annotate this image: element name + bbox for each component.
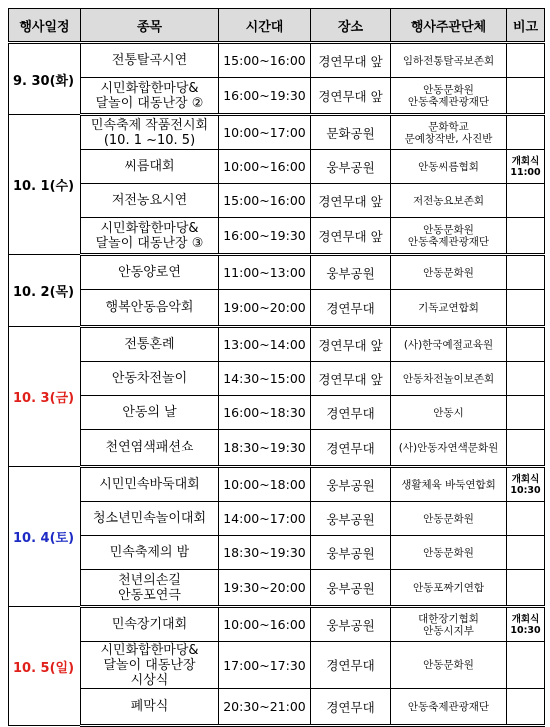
organizer-cell: 대한장기협회 안동시지부	[391, 607, 507, 642]
note-cell	[507, 689, 545, 726]
note-cell	[507, 327, 545, 362]
place-cell: 경연무대 앞	[311, 184, 391, 218]
event-cell: 민속축제의 밤	[81, 536, 219, 570]
time-cell: 18:30~19:30	[219, 430, 311, 467]
time-cell: 14:30~15:00	[219, 362, 311, 396]
place-cell: 웅부공원	[311, 570, 391, 607]
note-cell	[507, 362, 545, 396]
header-event: 종목	[81, 9, 219, 43]
place-cell: 경연무대	[311, 290, 391, 327]
organizer-cell: 안동문화원 안동축제관광재단	[391, 218, 507, 255]
schedule-row	[9, 607, 545, 642]
event-cell: 안동양로연	[81, 255, 219, 290]
schedule-row	[9, 327, 545, 362]
place-cell: 경연무대 앞	[311, 327, 391, 362]
note-cell	[507, 570, 545, 607]
schedule-row	[9, 218, 545, 255]
schedule-row	[9, 255, 545, 290]
schedule-row	[9, 536, 545, 570]
place-cell: 경연무대 앞	[311, 43, 391, 78]
schedule-body	[9, 43, 545, 726]
schedule-row	[9, 430, 545, 467]
organizer-cell: 안동문화원	[391, 642, 507, 689]
schedule-row	[9, 43, 545, 78]
event-cell: 시민화합한마당& 달놀이 대동난장 ③	[81, 218, 219, 255]
organizer-cell: 안동포짜기연합	[391, 570, 507, 607]
note-cell: 개회식 10:30	[507, 607, 545, 642]
organizer-cell: 안동문화원 안동축제관광재단	[391, 78, 507, 115]
place-cell: 경연무대 앞	[311, 78, 391, 115]
event-cell: 안동의 날	[81, 396, 219, 430]
event-cell: 안동차전놀이	[81, 362, 219, 396]
time-cell: 17:00~17:30	[219, 642, 311, 689]
organizer-cell: 안동축제관광재단	[391, 689, 507, 726]
schedule-row	[9, 184, 545, 218]
note-cell	[507, 218, 545, 255]
place-cell: 웅부공원	[311, 607, 391, 642]
schedule-row	[9, 290, 545, 327]
schedule-row	[9, 362, 545, 396]
schedule-row	[9, 502, 545, 536]
schedule-row	[9, 570, 545, 607]
organizer-cell: 안동문화원	[391, 502, 507, 536]
organizer-cell: 문화학교 문예창작반, 사진반	[391, 115, 507, 150]
time-cell: 15:00~16:00	[219, 43, 311, 78]
place-cell: 문화공원	[311, 115, 391, 150]
place-cell: 웅부공원	[311, 255, 391, 290]
note-cell	[507, 430, 545, 467]
event-cell: 전통혼례	[81, 327, 219, 362]
note-cell	[507, 184, 545, 218]
event-cell: 민속장기대회	[81, 607, 219, 642]
schedule-row	[9, 115, 545, 150]
place-cell: 웅부공원	[311, 502, 391, 536]
place-cell: 경연무대	[311, 430, 391, 467]
place-cell: 경연무대 앞	[311, 362, 391, 396]
time-cell: 19:00~20:00	[219, 290, 311, 327]
header-date: 행사일정	[9, 9, 81, 43]
time-cell: 13:00~14:00	[219, 327, 311, 362]
time-cell: 16:00~18:30	[219, 396, 311, 430]
note-cell	[507, 536, 545, 570]
organizer-cell: 저전농요보존회	[391, 184, 507, 218]
note-cell	[507, 396, 545, 430]
place-cell: 경연무대 앞	[311, 218, 391, 255]
place-cell: 웅부공원	[311, 467, 391, 502]
note-cell	[507, 255, 545, 290]
event-cell: 시민화합한마당& 달놀이 대동난장 ②	[81, 78, 219, 115]
time-cell: 10:00~16:00	[219, 150, 311, 184]
note-cell: 개회식 10:30	[507, 467, 545, 502]
place-cell: 웅부공원	[311, 150, 391, 184]
note-cell	[507, 290, 545, 327]
organizer-cell: 안동문화원	[391, 536, 507, 570]
time-cell: 10:00~17:00	[219, 115, 311, 150]
schedule-row	[9, 467, 545, 502]
schedule-row	[9, 150, 545, 184]
time-cell: 18:30~19:30	[219, 536, 311, 570]
time-cell: 20:30~21:00	[219, 689, 311, 726]
organizer-cell: (사)안동자연색문화원	[391, 430, 507, 467]
organizer-cell: 임하전통탈곡보존회	[391, 43, 507, 78]
organizer-cell: 생활체육 바둑연합회	[391, 467, 507, 502]
time-cell: 14:00~17:00	[219, 502, 311, 536]
date-cell: 10. 4(토)	[9, 467, 81, 607]
time-cell: 10:00~16:00	[219, 607, 311, 642]
event-cell: 전통탈곡시연	[81, 43, 219, 78]
place-cell: 경연무대	[311, 396, 391, 430]
note-cell	[507, 78, 545, 115]
header-place: 장소	[311, 9, 391, 43]
event-cell: 천년의손길 안동포연극	[81, 570, 219, 607]
organizer-cell: 기독교연합회	[391, 290, 507, 327]
place-cell: 경연무대	[311, 689, 391, 726]
date-cell: 10. 3(금)	[9, 327, 81, 467]
place-cell: 웅부공원	[311, 536, 391, 570]
time-cell: 16:00~19:30	[219, 218, 311, 255]
date-cell: 9. 30(화)	[9, 43, 81, 115]
schedule-row	[9, 78, 545, 115]
place-cell: 경연무대	[311, 642, 391, 689]
organizer-cell: 안동문화원	[391, 255, 507, 290]
time-cell: 11:00~13:00	[219, 255, 311, 290]
date-cell: 10. 1(수)	[9, 115, 81, 255]
time-cell: 16:00~19:30	[219, 78, 311, 115]
organizer-cell: 안동차전놀이보존회	[391, 362, 507, 396]
organizer-cell: 안동씨름협회	[391, 150, 507, 184]
note-cell	[507, 115, 545, 150]
schedule-table	[8, 8, 545, 727]
note-cell	[507, 43, 545, 78]
time-cell: 15:00~16:00	[219, 184, 311, 218]
organizer-cell: 안동시	[391, 396, 507, 430]
event-cell: 저전농요시연	[81, 184, 219, 218]
event-cell: 폐막식	[81, 689, 219, 726]
note-cell: 개회식 11:00	[507, 150, 545, 184]
header-organizer: 행사주관단체	[391, 9, 507, 43]
note-cell	[507, 502, 545, 536]
date-cell: 10. 5(일)	[9, 607, 81, 726]
organizer-cell: (사)한국예절교육원	[391, 327, 507, 362]
header-row	[9, 9, 545, 43]
header-note: 비고	[507, 9, 545, 43]
event-cell: 씨름대회	[81, 150, 219, 184]
header-time: 시간대	[219, 9, 311, 43]
note-cell	[507, 642, 545, 689]
time-cell: 10:00~18:00	[219, 467, 311, 502]
time-cell: 19:30~20:00	[219, 570, 311, 607]
event-cell: 청소년민속놀이대회	[81, 502, 219, 536]
schedule-row	[9, 396, 545, 430]
date-cell: 10. 2(목)	[9, 255, 81, 327]
event-cell: 민속축제 작품전시회 (10. 1 ~10. 5)	[81, 115, 219, 150]
event-cell: 천연염색패션쇼	[81, 430, 219, 467]
event-cell: 시민민속바둑대회	[81, 467, 219, 502]
schedule-row	[9, 689, 545, 726]
event-cell: 시민화합한마당& 달놀이 대동난장 시상식	[81, 642, 219, 689]
schedule-row	[9, 642, 545, 689]
event-cell: 행복안동음악회	[81, 290, 219, 327]
schedule-document	[8, 8, 545, 727]
